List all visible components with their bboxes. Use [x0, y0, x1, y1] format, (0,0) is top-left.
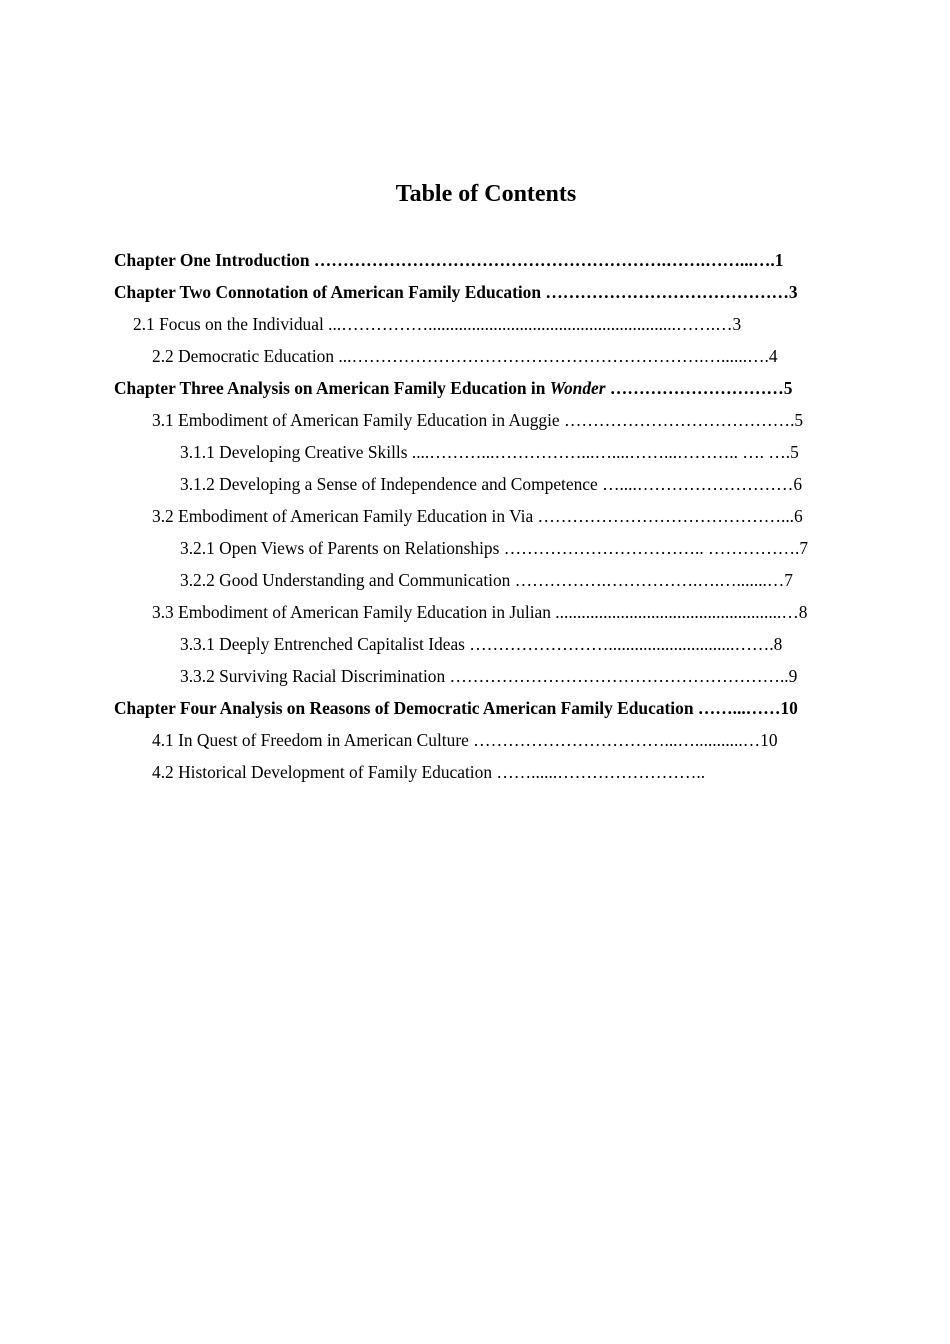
page-title: Table of Contents	[395, 181, 577, 207]
toc-entry-chapter-four[interactable]: Chapter Four Analysis on Reasons of Democratic American Family Education ……...……10	[114, 698, 798, 718]
table-of-contents	[114, 244, 859, 788]
toc-entry-2-1[interactable]: 2.1 Focus on the Individual ...…………….........................................................…….…3	[133, 314, 742, 334]
toc-entry-3-2-1[interactable]: 3.2.1 Open Views of Parents on Relationships …………………………….. …………….7	[180, 538, 809, 558]
toc-entry-chapter-one[interactable]: Chapter One Introduction …………………………………………………….…….……...….1	[114, 250, 784, 270]
toc-entry-4-1[interactable]: 4.1 In Quest of Freedom in American Culture ……………………………...…...........…10	[152, 730, 778, 750]
toc-entry-3-3-2[interactable]: 3.3.2 Surviving Racial Discrimination …………………………………………………..9	[180, 666, 798, 686]
toc-entry-3-3[interactable]: 3.3 Embodiment of American Family Education in Julian ....................................................…8	[152, 602, 808, 622]
toc-entry-3-3-1[interactable]: 3.3.1 Deeply Entrenched Capitalist Ideas …………………….............................…….8	[180, 634, 783, 654]
toc-entry-3-1-2[interactable]: 3.1.2 Developing a Sense of Independence and Competence …....………………………6	[180, 474, 803, 494]
toc-entry-chapter-three[interactable]: Chapter Three Analysis on American Family Education in Wonder …………………………5	[114, 378, 793, 398]
toc-entry-3-1[interactable]: 3.1 Embodiment of American Family Education in Auggie ………………………………….5	[152, 410, 804, 430]
toc-entry-3-2[interactable]: 3.2 Embodiment of American Family Education in Via ……………………………………...6	[152, 506, 803, 526]
toc-entry-chapter-two[interactable]: Chapter Two Connotation of American Family Education ……………………………………3	[114, 282, 798, 302]
toc-entry-3-1-1[interactable]: 3.1.1 Developing Creative Skills ....………...……………...…....……...……….. …. ….5	[180, 442, 799, 462]
book-title-wonder: Wonder	[549, 378, 606, 398]
toc-entry-2-2[interactable]: 2.2 Democratic Education ...…………………………………………………….…......….4	[152, 346, 778, 366]
toc-entry-4-2[interactable]: 4.2 Historical Development of Family Education ……......……………………..	[152, 762, 706, 782]
toc-entry-3-2-2[interactable]: 3.2.2 Good Understanding and Communication …………….…………….….….......…7	[180, 570, 793, 590]
